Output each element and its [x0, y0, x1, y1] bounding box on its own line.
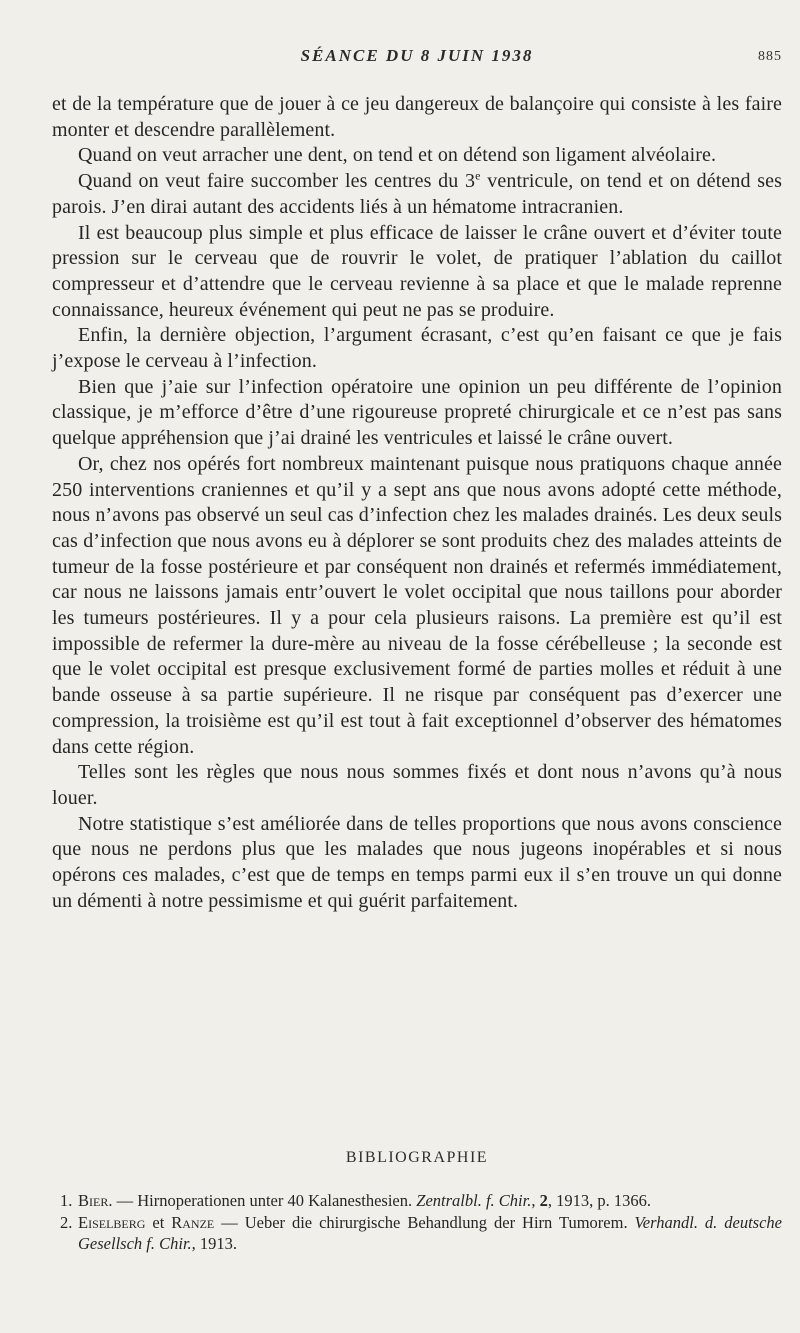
entry-conjunction: et — [145, 1213, 172, 1232]
bibliography-entry — [52, 1190, 782, 1211]
entry-number: 2. — [60, 1213, 73, 1232]
paragraph-3-end: ventricule, on tend et on détend ses parois. J’en dirai autant des accidents liés à un hématome intracranien. — [52, 170, 782, 218]
bibliography-list — [52, 1190, 782, 1255]
entry-journal: Zentralbl. f. Chir. — [416, 1191, 532, 1210]
paragraph-8: Telles sont les règles que nous nous sommes fixés et dont nous n’avons qu’à nous louer. — [52, 761, 782, 809]
body-text — [52, 92, 782, 915]
page-number: 885 — [758, 49, 782, 64]
paragraph-4: Il est beaucoup plus simple et plus efficace de laisser le crâne ouvert et d’éviter toute pression sur le cerveau que de rouvrir le volet, de pratiquer l’ablation du caillot compresseur et d’attendre que le cerveau revienne à sa place et que le malade reprenne connaissance, heureux événement qui peut ne pas se produire. — [52, 221, 782, 321]
ordinal-superscript: e — [475, 168, 481, 183]
running-header — [52, 46, 782, 74]
bibliography-heading: BIBLIOGRAPHIE — [345, 1149, 489, 1166]
paragraph-7: Or, chez nos opérés fort nombreux maintenant puisque nous pratiquons chaque année 250 interventions craniennes et qu’il y a sept ans que nous avons adopté cette méthode, nous n’avons pas observé un seul cas d’infection chez les malades drainés. Les deux seuls cas d’infection que nous avons eu à déplorer se sont produits chez des malades atteints de tumeur de la fosse postérieure et par conséquent non drainés et refermés immédiatement, car nous ne laissons jamais entr’ouvert le volet occipital que nous taillons pour aborder les tumeurs postérieures. Il y a pour cela plusieurs raisons. La première est qu’il est impossible de refermer la dure-mère au niveau de la fosse cérébelleuse ; la seconde est que le volet occipital est presque exclusivement formé de parties molles et réduit à une bande osseuse à sa partie supérieure. Il ne risque par conséquent pas d’exercer une compression, la troisième est qu’il est tout à fait exceptionnel d’observer des hématomes dans cette région. — [52, 452, 782, 758]
entry-author-2: Ranze — [171, 1213, 215, 1232]
entry-tail: , 1913, p. 1366. — [547, 1191, 651, 1210]
paragraph-6: Bien que j’aie sur l’infection opératoire une opinion un peu différente de l’opinion classique, je m’efforce d’être d’une rigoureuse propreté chirurgicale et ce n’est pas sans quelque appréhension que j’ai drainé les ventricules et laissé le crâne ouvert. — [52, 375, 782, 450]
entry-volume: 2 — [539, 1191, 548, 1210]
entry-title: — Ueber die chirurgische Behandlung der Hirn Tumorem. — [214, 1213, 635, 1232]
entry-tail: , 1913. — [191, 1234, 238, 1253]
entry-journal: Verhandl. d. deutsche Gesellsch f. Chir. — [78, 1213, 782, 1253]
entry-number: 1. — [60, 1191, 73, 1210]
entry-author: Bier. — [78, 1191, 113, 1210]
bibliography-entry — [52, 1212, 782, 1254]
paragraph-1: et de la température que de jouer à ce jeu dangereux de balançoire qui consiste à les faire monter et descendre parallèlement. — [52, 93, 782, 141]
entry-separator: , — [531, 1191, 540, 1210]
entry-title: — Hirnoperationen unter 40 Kalanesthesien. — [112, 1191, 417, 1210]
header-title: SÉANCE DU 8 JUIN 1938 — [300, 46, 534, 65]
paragraph-2: Quand on veut arracher une dent, on tend et on détend son ligament alvéolaire. — [78, 144, 717, 167]
paragraph-3-start: Quand on veut faire succomber les centres du 3 — [78, 170, 476, 193]
paragraph-9: Notre statistique s’est améliorée dans de telles proportions que nous avons conscience que nous ne perdons plus que les malades que nous jugeons inopérables et si nous opérons ces malades, c’est que de temps en temps parmi eux il s’en trouve un qui donne un démenti à notre pessimisme et qui guérit parfaitement. — [52, 812, 782, 912]
entry-author: Eiselberg — [78, 1213, 146, 1232]
paragraph-3 — [52, 169, 782, 220]
paragraph-5: Enfin, la dernière objection, l’argument écrasant, c’est qu’en faisant ce que je fais j’expose le cerveau à l’infection. — [52, 324, 782, 373]
